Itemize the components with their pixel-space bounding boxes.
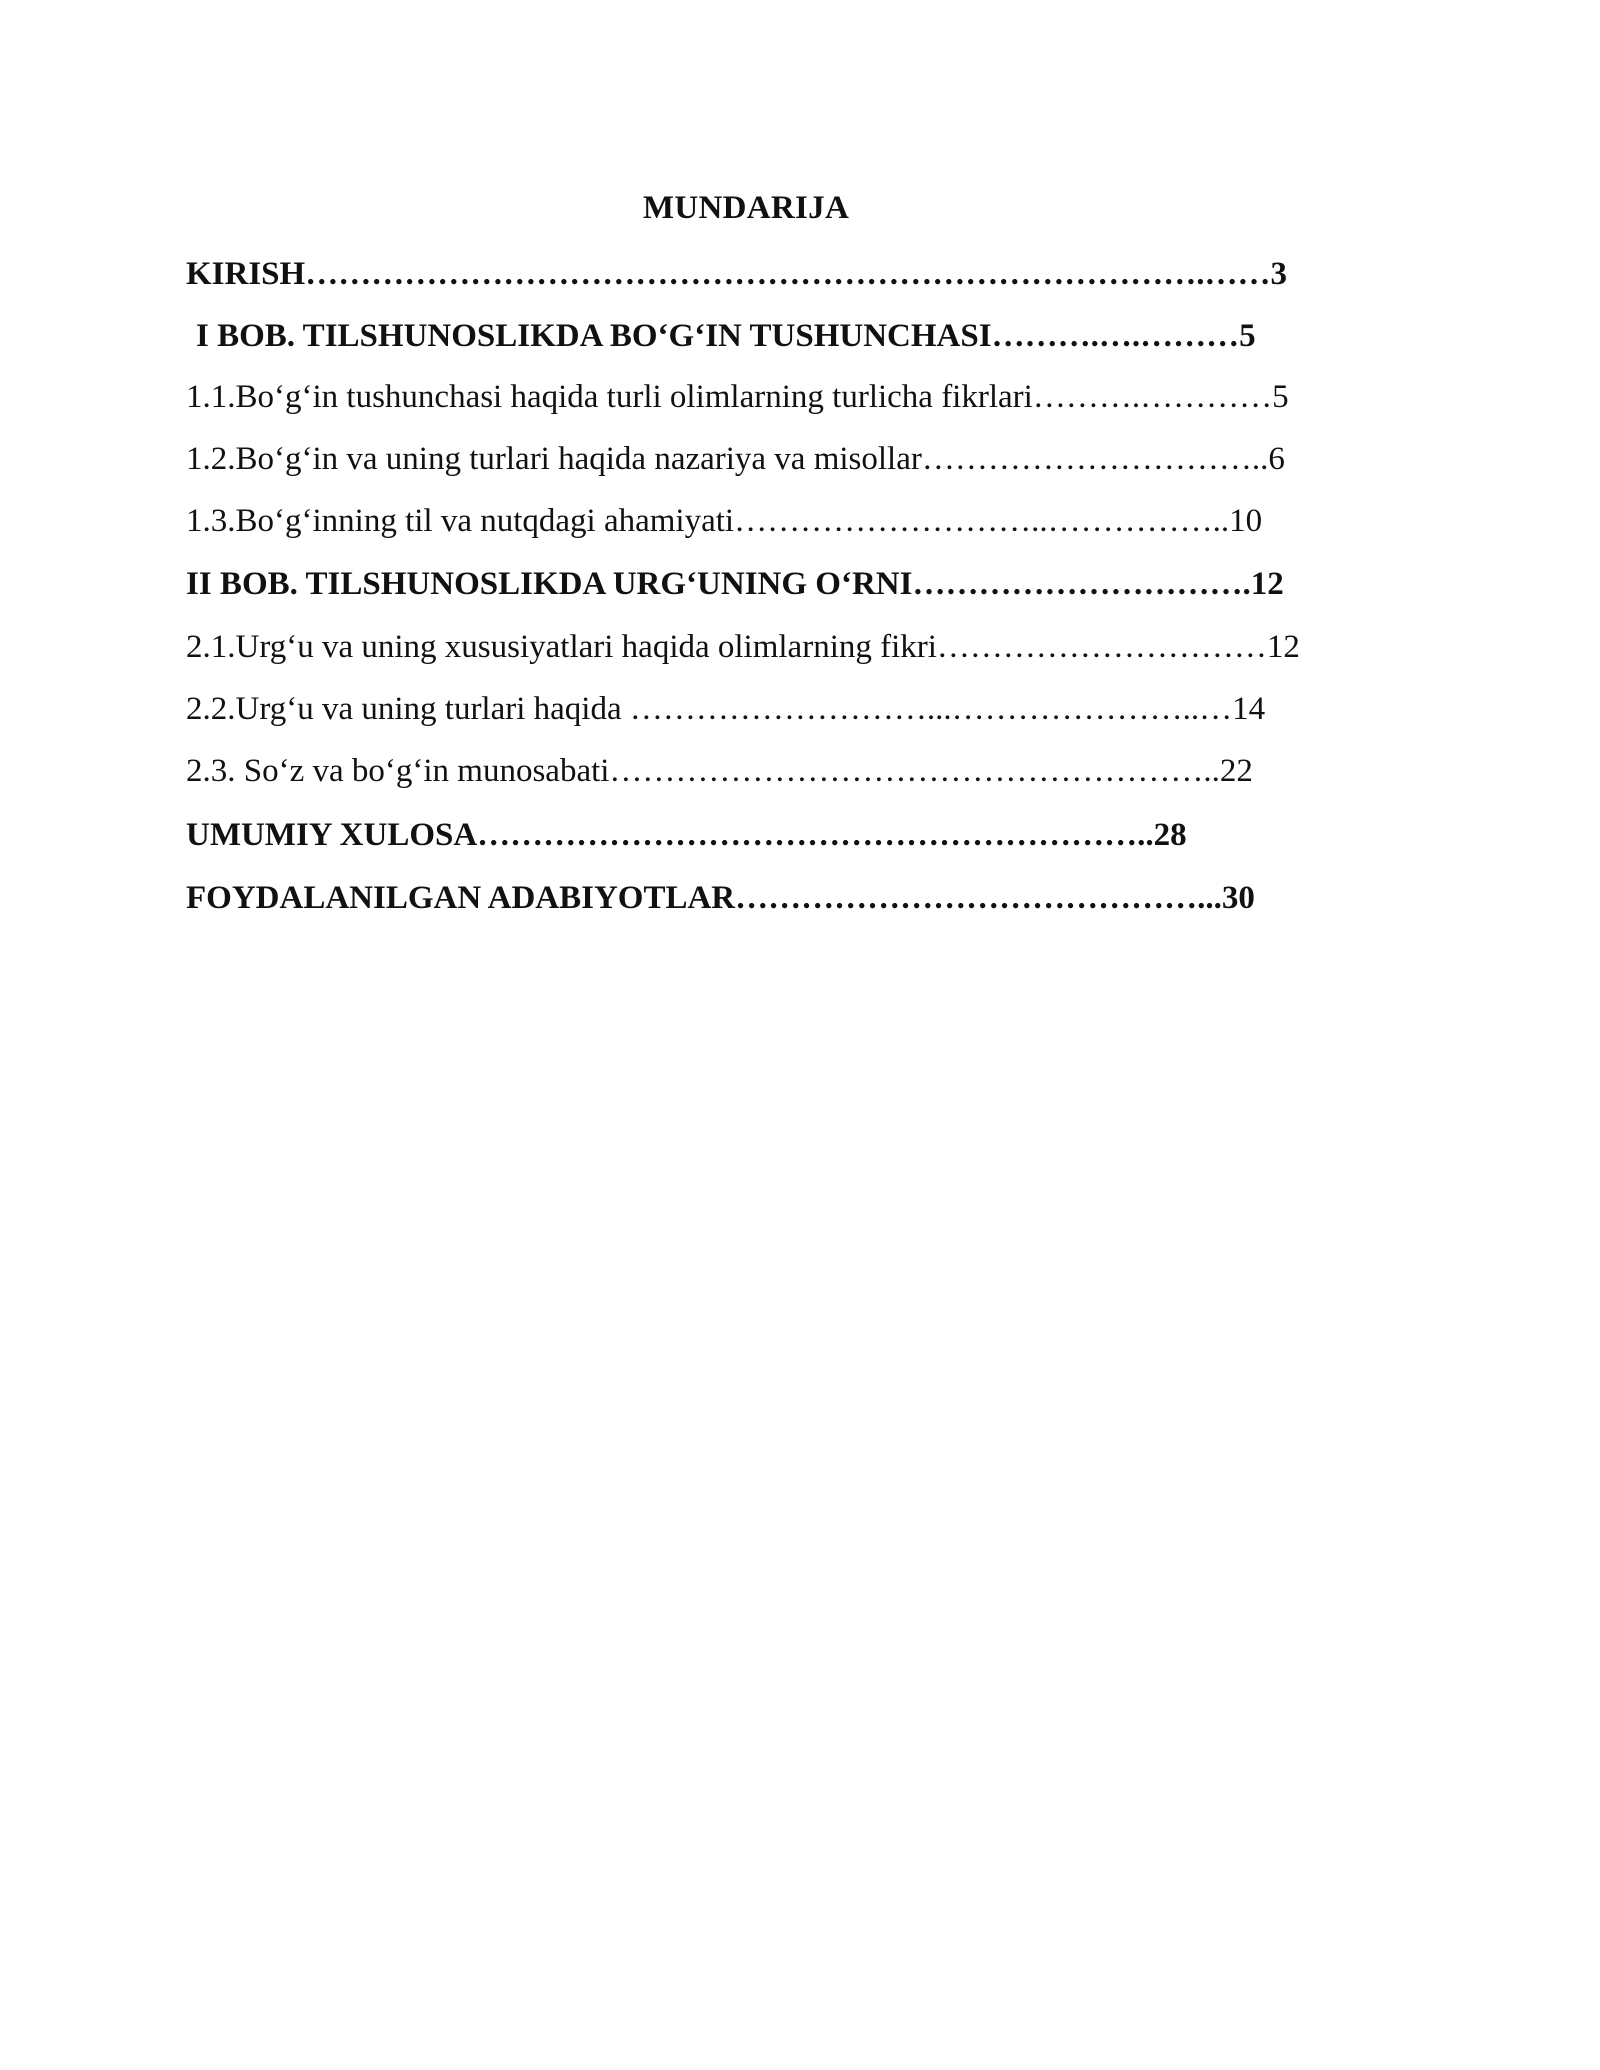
toc-entry-section-1-3: 1.3.Bo‘g‘inning til va nutqdagi ahamiyati………………………..……………..10 <box>186 503 1263 539</box>
toc-entry-foydalanilgan-adabiyotlar: FOYDALANILGAN ADABIYOTLAR……………………………………...30 <box>186 880 1255 916</box>
toc-entry-chapter-1: I BOB. TILSHUNOSLIKDA BO‘G‘IN TUSHUNCHASI……….….………5 <box>196 318 1256 354</box>
toc-entry-section-2-3: 2.3. So‘z va bo‘g‘in munosabati………………………………………………..22 <box>186 753 1253 789</box>
toc-entry-section-2-2: 2.2.Urg‘u va uning turlari haqida ………………………...…………………..…14 <box>186 691 1266 727</box>
page-title: MUNDARIJA <box>642 190 850 226</box>
toc-entry-section-2-1: 2.1.Urg‘u va uning xususiyatlari haqida olimlarning fikri…………………………12 <box>186 629 1300 665</box>
toc-entry-umumiy-xulosa: UMUMIY XULOSA……………………………………………………..28 <box>186 817 1187 853</box>
toc-entry-chapter-2: II BOB. TILSHUNOSLIKDA URG‘UNING O‘RNI………………………….12 <box>186 566 1284 602</box>
toc-entry-section-1-1: 1.1.Bo‘g‘in tushunchasi haqida turli olimlarning turlicha fikrlari……….…………5 <box>186 379 1289 415</box>
toc-entry-section-1-2: 1.2.Bo‘g‘in va uning turlari haqida nazariya va misollar…………………………..6 <box>186 441 1285 477</box>
toc-entry-kirish: KIRISH……………………………………………………………………….……3 <box>186 256 1287 292</box>
